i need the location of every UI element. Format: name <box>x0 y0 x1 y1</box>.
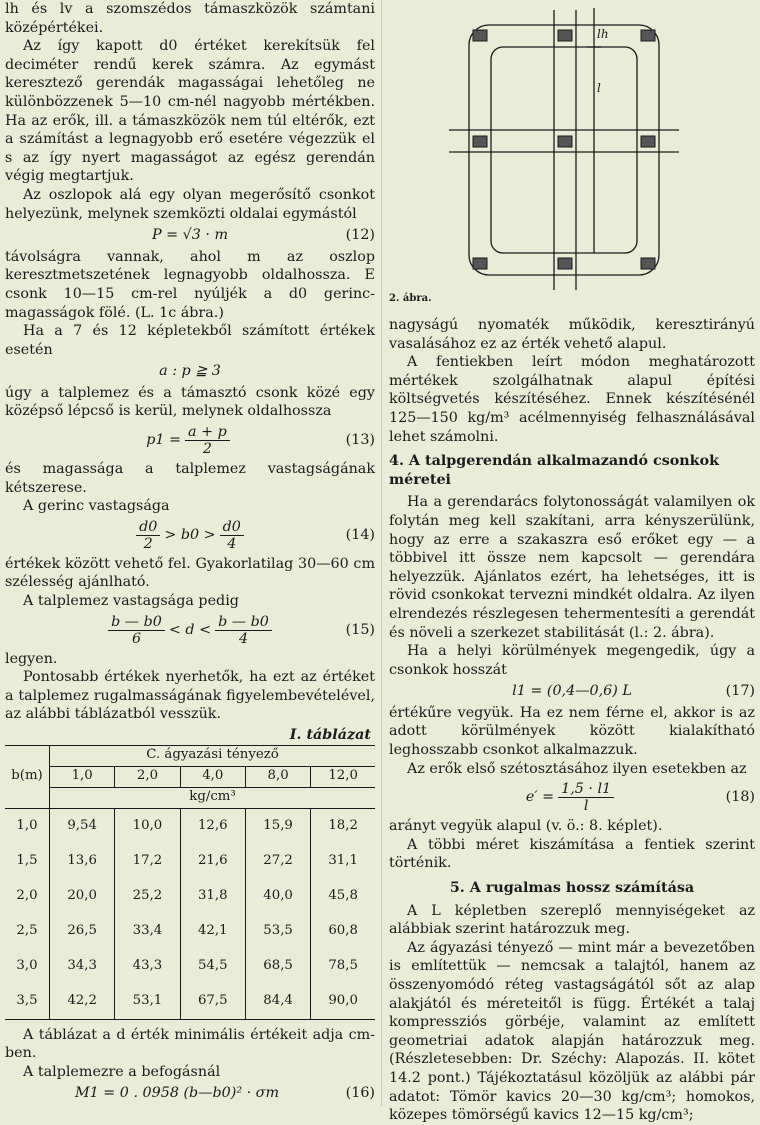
figure-label: 2. ábra. <box>389 293 432 304</box>
equation-ratio: a : p ≧ 3 <box>159 363 221 380</box>
equation-number: (15) <box>345 621 375 638</box>
table-cell: 40,0 <box>245 879 310 914</box>
paragraph: Ha a 7 és 12 képletekből számított értékek esetén <box>5 323 375 358</box>
right-column <box>389 0 755 1125</box>
table-cell: 68,5 <box>245 949 310 984</box>
table-cell: 18,2 <box>328 817 358 833</box>
table-cell: 20,0 <box>50 879 115 914</box>
paragraph: értékűre vegyük. Ha ez nem férne el, akkor is az adott körülmények között kialakítható leghosszabb csonkot alkalmazzuk. <box>389 704 755 759</box>
equation-17: l1 = (0,4—0,6) L (17) <box>512 683 755 700</box>
paragraph: Pontosabb értékek nyerhetők, ha ezt az értéket a talplemez rugalmasságának figyelembevételével, az alábbi táblázatból vesszük. <box>5 669 375 723</box>
table-cell: 53,5 <box>245 914 310 949</box>
grid-diagram <box>389 0 755 300</box>
paragraph: A L képletben szereplő mennyiségeket az alábbiak szerint határozzuk meg. <box>389 902 755 938</box>
section-heading: 5. A rugalmas hossz számítása <box>449 880 695 897</box>
table-cell: 25,2 <box>115 879 180 914</box>
figure-foundation-grid <box>389 0 755 304</box>
paragraph: értékek között vehető fel. Gyakorlatilag 30—60 cm szélesség ajánlható. <box>5 555 375 591</box>
unit-header: kg/cm³ <box>189 789 236 805</box>
paragraph: A talplemez vastagsága pedig <box>23 593 239 610</box>
paragraph: A többi méret kiszámítása a fentiek szerint történik. <box>389 836 755 872</box>
table-cell: 26,5 <box>50 914 115 949</box>
row-label: 2,5 <box>5 914 50 949</box>
row-label: 1,5 <box>5 844 50 879</box>
paragraph: távolságra vannak, ahol m az oszlop keresztmetszetének legnagyobb oldalhossza. E csonk 10—15 cm-rel nyúljék a d0 gerinc-magasságok fölé. (L. 1c ábra.) <box>5 248 375 321</box>
fraction: $\frac{a + p}{2}$ <box>185 424 230 457</box>
table-cell: 21,6 <box>180 844 245 879</box>
table-cell: 34,3 <box>50 949 115 984</box>
column-header: 1,0 <box>50 766 115 787</box>
paragraph: Az oszlopok alá egy olyan megerősítő csonkot helyezünk, melynek szemközti oldalai egymástól <box>5 186 375 222</box>
table-cell: 84,4 <box>245 984 310 1020</box>
equation-number: (13) <box>345 432 375 449</box>
column-header: 2,0 <box>115 766 180 787</box>
equation-number: (12) <box>345 227 375 244</box>
table-cell: 33,4 <box>115 914 180 949</box>
paragraph: Ha a helyi körülmények megengedik, úgy a csonkok hosszát <box>389 643 755 678</box>
section-heading: 4. A talpgerendán alkalmazandó csonkok méretei <box>389 453 720 488</box>
table-cell: 13,6 <box>50 844 115 879</box>
table-caption: I. táblázat <box>289 727 371 743</box>
row-label: 2,0 <box>5 879 50 914</box>
equation-number: (18) <box>725 789 755 806</box>
paragraph: nagyságú nyomaték működik, keresztirányú vasalásához ez az érték vehető alapul. <box>389 317 755 352</box>
table-cell: 31,1 <box>328 852 358 868</box>
dimension-lh: lh <box>597 27 609 41</box>
table-cell: 67,5 <box>180 984 245 1020</box>
equation-12: P = √3 · m (12) <box>151 227 375 244</box>
column-divider <box>381 0 382 1106</box>
table-cell: 43,3 <box>115 949 180 984</box>
table-cell: 60,8 <box>328 922 358 938</box>
table-cell: 90,0 <box>328 992 358 1008</box>
equation-13: p1 = $\frac{a + p}{2}$ (13) <box>146 424 375 458</box>
table-cell: 9,54 <box>50 808 115 844</box>
table <box>5 745 375 1020</box>
paragraph: Az erők első szétosztásához ilyen esetekben az <box>407 760 747 777</box>
paragraph: úgy a talplemez és a támasztó csonk közé egy középső lépcső is kerül, melynek oldalhossza <box>5 384 375 420</box>
column-header: 8,0 <box>245 766 310 787</box>
left-column <box>5 0 375 1106</box>
equation-14: $\frac{d0}{2}$ > b0 > $\frac{d0}{4}$ (14) <box>5 519 375 552</box>
paragraph: legyen. <box>5 650 58 667</box>
table-cell: 15,9 <box>245 808 310 844</box>
dimension-l: l <box>597 81 601 95</box>
paragraph: lh és lv a szomszédos támaszközök számtani középértékei. <box>5 1 375 36</box>
paragraph: Az ágyazási tényező — mint már a bevezetőben is említettük — nemcsak a talajtól, hanem az összenyomódó réteg vastagságától sőt az alap alakjától és méreteitől is függ. Értékét a talaj kompressziós görbéje, valamint az említett geometriai adatok alapján határozzuk meg. (Részletesebben: Dr. Széchy: Alapozás. II. kötet 14.2 pont.) Tájékoztatásul közöljük az alábbi pár adatot: Tömör kavics 20—30 kg/cm³; homokos, közepes tömörségű kavics 12—15 kg/cm³; <box>389 939 755 1124</box>
paragraph: arányt vegyük alapul (v. ö.: 8. képlet). <box>389 818 663 835</box>
paragraph: Ha a gerendarács folytonosságát valamilyen ok folytán meg kell szakítani, arra kényszerülünk, hogy az erre a szakaszra eső erőket egy — a többivel itt össze nem kapcsolt — gerendára helyezzük. Ajánlatos ezért, ha lehetséges, itt is rövid csonkokat tervezni mindkét oldalra. Az ilyen elrendezés részlegesen tehermentesíti a gerendát és növeli a szerkezet stabilitását (l.: 2. ábra). <box>389 494 755 641</box>
row-header: b(m) <box>5 745 50 808</box>
paragraph: és magassága a talplemez vastagságának kétszerese. <box>5 461 375 496</box>
table-row <box>5 984 375 1020</box>
paragraph: Az így kapott d0 értéket kerekítsük fel deciméter rendű kerek számra. Az egymást keresztező gerendák magasságai lehetőleg ne különbözzenek 5—10 cm-nél nagyobb mértékben. Ha az erők, ill. a támaszközök nem túl eltérők, ezt a számítást a legnagyobb erő esetére végezzük el s az így nyert magasságot az egész gerendán végig megtartjuk. <box>5 38 375 185</box>
table-row <box>5 844 375 879</box>
equation-15: $\frac{b — b0}{6}$ < d < $\frac{b — b0}{4}$ (15) <box>5 614 375 647</box>
table-cell: 10,0 <box>115 808 180 844</box>
table-cell: 78,5 <box>328 957 358 973</box>
table-cell: 12,6 <box>180 808 245 844</box>
table-cell: 42,2 <box>50 984 115 1020</box>
group-header: C. ágyazási tényező <box>50 745 376 766</box>
column-header: 4,0 <box>180 766 245 787</box>
table-cell: 42,1 <box>180 914 245 949</box>
column-header: 12,0 <box>328 768 358 784</box>
paragraph: A táblázat a d érték minimális értékeit adja cm-ben. <box>5 1026 375 1062</box>
table-row <box>5 879 375 914</box>
equation-number: (14) <box>345 527 375 544</box>
table-row <box>5 914 375 949</box>
equation-number: (16) <box>345 1085 375 1102</box>
row-label: 3,0 <box>5 949 50 984</box>
table-cell: 27,2 <box>245 844 310 879</box>
table-row <box>5 808 375 844</box>
equation-16: M1 = 0 . 0958 (b—b0)² · σm (16) <box>75 1085 375 1102</box>
table-cell: 17,2 <box>115 844 180 879</box>
table-cell: 31,8 <box>180 879 245 914</box>
row-label: 3,5 <box>5 984 50 1020</box>
paragraph: A gerinc vastagsága <box>23 498 170 515</box>
table-cell: 45,8 <box>328 887 358 903</box>
table-cell: 54,5 <box>180 949 245 984</box>
equation-number: (17) <box>725 683 755 700</box>
table-row <box>5 949 375 984</box>
row-label: 1,0 <box>5 808 50 844</box>
paragraph: A fentiekben leírt módon meghatározott mértékek szolgálhatnak alapul építési költségvetés készítéséhez. Ennek készítésénél 125—150 kg/m³ acélmennyiség felhasználásával lehet számolni. <box>389 354 755 445</box>
equation-18: e′ = $\frac{1,5 \cdot l1}{l}$ (18) <box>525 781 755 815</box>
paragraph: A talplemezre a befogásnál <box>23 1063 221 1080</box>
table-cell: 53,1 <box>115 984 180 1020</box>
